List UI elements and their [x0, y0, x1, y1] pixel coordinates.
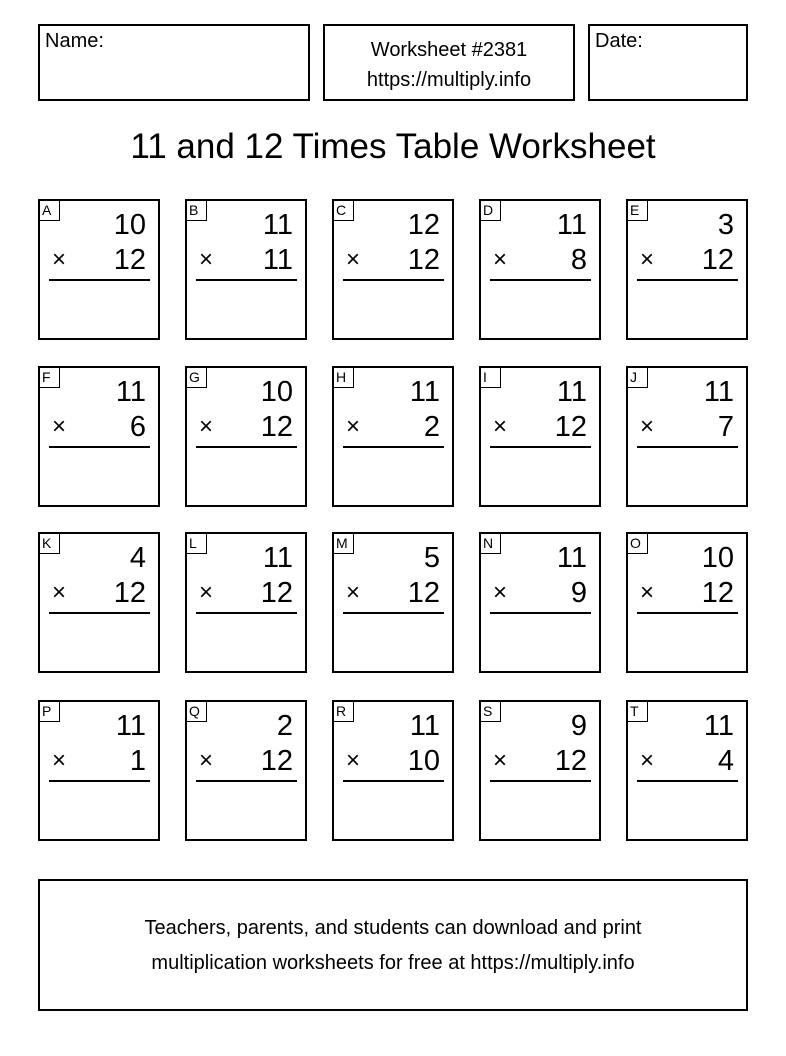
answer-line	[490, 446, 591, 448]
multiplier: 11	[262, 244, 293, 276]
worksheet-number: Worksheet #2381	[370, 39, 528, 61]
problem-letter: R	[332, 700, 354, 722]
problem-card[interactable]	[332, 700, 454, 841]
footer-line-2: multiplication worksheets for free at https://multiply.info	[151, 952, 635, 974]
problem-letter: J	[626, 366, 648, 388]
problem-letter: E	[626, 199, 648, 221]
answer-line	[196, 612, 297, 614]
multiplicand: 11	[703, 710, 734, 742]
problem-letter: D	[479, 199, 501, 221]
footer-box	[38, 879, 748, 1011]
multiplier: 10	[407, 745, 440, 777]
times-symbol: ×	[52, 579, 67, 606]
problem-card[interactable]	[185, 700, 307, 841]
multiplicand: 11	[262, 542, 293, 574]
date-field[interactable]	[588, 24, 748, 101]
multiplier: 2	[423, 411, 440, 443]
times-symbol: ×	[199, 246, 214, 273]
problem-letter: M	[332, 532, 354, 554]
problem-card[interactable]	[185, 532, 307, 673]
answer-line	[196, 780, 297, 782]
times-symbol: ×	[346, 747, 361, 774]
page-title: 11 and 12 Times Table Worksheet	[130, 127, 656, 166]
footer-line-1: Teachers, parents, and students can download and print	[144, 917, 642, 939]
answer-line	[196, 446, 297, 448]
answer-line	[490, 612, 591, 614]
site-url: https://multiply.info	[366, 69, 532, 91]
times-symbol: ×	[199, 747, 214, 774]
problem-letter: F	[38, 366, 60, 388]
problem-letter: G	[185, 366, 207, 388]
problem-letter: O	[626, 532, 648, 554]
problem-letter: P	[38, 700, 60, 722]
problem-card[interactable]	[626, 199, 748, 340]
times-symbol: ×	[493, 747, 508, 774]
times-symbol: ×	[493, 579, 508, 606]
problem-card[interactable]	[479, 199, 601, 340]
multiplier: 7	[717, 411, 734, 443]
name-label: Name:	[45, 30, 104, 52]
multiplicand: 10	[260, 376, 293, 408]
name-field[interactable]	[38, 24, 310, 101]
problem-card[interactable]	[185, 366, 307, 507]
multiplicand: 11	[115, 376, 146, 408]
problem-card[interactable]	[185, 199, 307, 340]
times-symbol: ×	[199, 413, 214, 440]
answer-line	[637, 780, 738, 782]
multiplicand: 11	[703, 376, 734, 408]
multiplier: 12	[701, 244, 734, 276]
problem-letter: H	[332, 366, 354, 388]
multiplier: 9	[570, 577, 587, 609]
multiplier: 4	[717, 745, 734, 777]
answer-line	[343, 279, 444, 281]
problem-letter: L	[185, 532, 207, 554]
problem-card[interactable]	[332, 366, 454, 507]
multiplicand: 12	[407, 209, 440, 241]
multiplicand: 4	[129, 542, 146, 574]
multiplicand: 11	[556, 542, 587, 574]
multiplier: 8	[570, 244, 587, 276]
answer-line	[49, 780, 150, 782]
problem-letter: K	[38, 532, 60, 554]
times-symbol: ×	[52, 747, 67, 774]
multiplier: 6	[129, 411, 146, 443]
answer-line	[343, 612, 444, 614]
answer-line	[343, 446, 444, 448]
problem-card[interactable]	[38, 366, 160, 507]
multiplicand: 2	[276, 710, 293, 742]
problem-card[interactable]	[332, 199, 454, 340]
answer-line	[637, 612, 738, 614]
multiplicand: 11	[556, 209, 587, 241]
worksheet-info	[323, 24, 575, 101]
times-symbol: ×	[493, 413, 508, 440]
multiplicand: 5	[423, 542, 440, 574]
multiplicand: 10	[701, 542, 734, 574]
problem-card[interactable]	[38, 532, 160, 673]
problem-letter: N	[479, 532, 501, 554]
times-symbol: ×	[640, 747, 655, 774]
answer-line	[490, 279, 591, 281]
times-symbol: ×	[640, 579, 655, 606]
times-symbol: ×	[346, 579, 361, 606]
problem-card[interactable]	[626, 700, 748, 841]
times-symbol: ×	[52, 413, 67, 440]
multiplicand: 9	[570, 710, 587, 742]
answer-line	[49, 446, 150, 448]
problem-card[interactable]	[38, 199, 160, 340]
answer-line	[490, 780, 591, 782]
times-symbol: ×	[346, 413, 361, 440]
problem-card[interactable]	[332, 532, 454, 673]
problem-letter: I	[479, 366, 501, 388]
times-symbol: ×	[52, 246, 67, 273]
multiplier: 12	[407, 577, 440, 609]
answer-line	[637, 279, 738, 281]
times-symbol: ×	[493, 246, 508, 273]
multiplicand: 11	[262, 209, 293, 241]
problem-card[interactable]	[479, 532, 601, 673]
multiplier: 12	[260, 411, 293, 443]
multiplier: 12	[113, 577, 146, 609]
times-symbol: ×	[346, 246, 361, 273]
answer-line	[343, 780, 444, 782]
date-label: Date:	[595, 30, 643, 52]
problem-letter: S	[479, 700, 501, 722]
problem-letter: A	[38, 199, 60, 221]
times-symbol: ×	[640, 413, 655, 440]
problem-card[interactable]	[479, 366, 601, 507]
multiplier: 12	[701, 577, 734, 609]
problem-card[interactable]	[38, 700, 160, 841]
multiplier: 12	[407, 244, 440, 276]
multiplier: 12	[554, 411, 587, 443]
answer-line	[637, 446, 738, 448]
multiplier: 12	[260, 577, 293, 609]
multiplier: 1	[129, 745, 146, 777]
multiplicand: 11	[115, 710, 146, 742]
answer-line	[196, 279, 297, 281]
times-symbol: ×	[199, 579, 214, 606]
answer-line	[49, 612, 150, 614]
problem-letter: Q	[185, 700, 207, 722]
multiplicand: 10	[113, 209, 146, 241]
problem-card[interactable]	[626, 532, 748, 673]
multiplier: 12	[260, 745, 293, 777]
problem-letter: B	[185, 199, 207, 221]
multiplier: 12	[113, 244, 146, 276]
problem-card[interactable]	[626, 366, 748, 507]
multiplicand: 3	[717, 209, 734, 241]
problem-letter: C	[332, 199, 354, 221]
multiplicand: 11	[409, 710, 440, 742]
problem-letter: T	[626, 700, 648, 722]
multiplicand: 11	[409, 376, 440, 408]
times-symbol: ×	[640, 246, 655, 273]
answer-line	[49, 279, 150, 281]
problem-card[interactable]	[479, 700, 601, 841]
multiplicand: 11	[556, 376, 587, 408]
multiplier: 12	[554, 745, 587, 777]
